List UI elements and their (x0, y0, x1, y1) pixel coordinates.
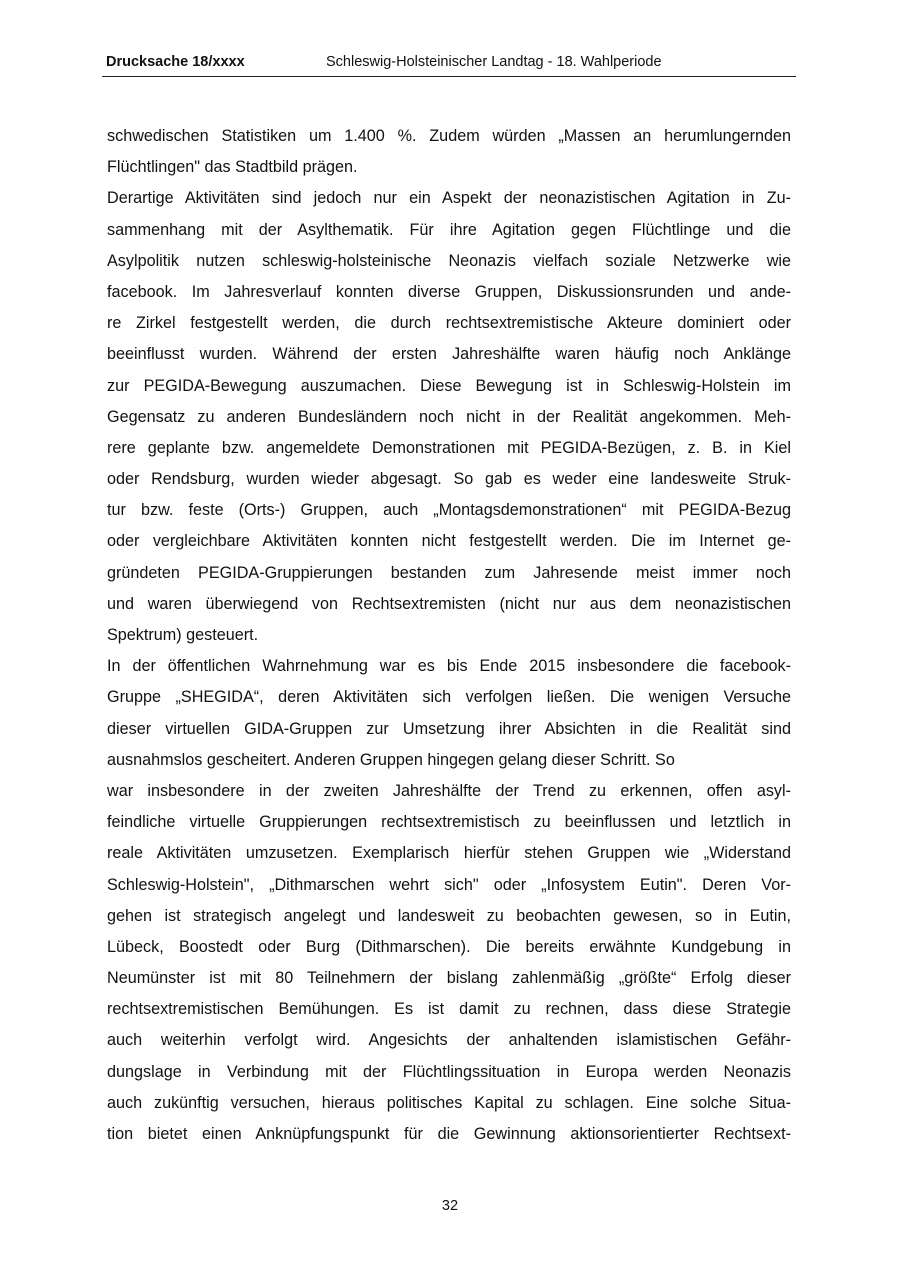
text-line: oder vergleichbare Aktivitäten konnten nicht festgestellt werden. Die im Internet ge- (107, 532, 791, 551)
text-line: ausnahmslos gescheitert. Anderen Gruppen hingegen gelang dieser Schritt. So (107, 750, 675, 769)
text-line: Derartige Aktivitäten sind jedoch nur ein Aspekt der neonazistischen Agitation in Zu- (107, 189, 791, 208)
text-line: gehen ist strategisch angelegt und landesweit zu beobachten gewesen, so in Eutin, (107, 906, 791, 925)
text-line: Gegensatz zu anderen Bundesländern noch nicht in der Realität angekommen. Meh- (107, 407, 791, 426)
text-line: auch weiterhin verfolgt wird. Angesichts der anhaltenden islamistischen Gefähr- (107, 1031, 791, 1050)
text-line: Gruppe „SHEGIDA“, deren Aktivitäten sich verfolgen ließen. Die wenigen Versuche (107, 688, 791, 707)
text-line: facebook. Im Jahresverlauf konnten diverse Gruppen, Diskussionsrunden und ande- (107, 282, 791, 301)
body-text (107, 121, 791, 1150)
text-line: Schleswig-Holstein", „Dithmarschen wehrt sich" oder „Infosystem Eutin". Deren Vor- (107, 875, 791, 894)
text-line: Spektrum) gesteuert. (107, 626, 259, 644)
text-line: dieser virtuellen GIDA-Gruppen zur Umsetzung ihrer Absichten in die Realität sind (107, 719, 791, 738)
text-line: reale Aktivitäten umzusetzen. Exemplarisch hierfür stehen Gruppen wie „Widerstand (107, 844, 791, 863)
text-line: Neumünster ist mit 80 Teilnehmern der bislang zahlenmäßig „größte“ Erfolg dieser (107, 969, 791, 988)
text-line: rere geplante bzw. angemeldete Demonstrationen mit PEGIDA-Bezügen, z. B. in Kiel (107, 438, 791, 457)
text-line: und waren überwiegend von Rechtsextremisten (nicht nur aus dem neonazistischen (107, 594, 791, 613)
text-line: In der öffentlichen Wahrnehmung war es bis Ende 2015 insbesondere die facebook- (107, 657, 791, 676)
text-line: gründeten PEGIDA-Gruppierungen bestanden zum Jahresende meist immer noch (107, 563, 791, 582)
parliament-title: Schleswig-Holsteinischer Landtag - 18. Wahlperiode (326, 54, 662, 70)
text-line: oder Rendsburg, wurden wieder abgesagt. So gab es weder eine landesweite Struk- (107, 470, 791, 489)
text-line: war insbesondere in der zweiten Jahreshälfte der Trend zu erkennen, offen asyl- (107, 781, 791, 800)
text-line: Lübeck, Boostedt oder Burg (Dithmarschen). Die bereits erwähnte Kundgebung in (107, 937, 791, 956)
page-number: 32 (441, 1198, 459, 1214)
text-line: beeinflusst wurden. Während der ersten Jahreshälfte waren häufig noch Anklänge (107, 345, 791, 364)
text-line: tur bzw. feste (Orts-) Gruppen, auch „Montagsdemonstrationen“ mit PEGIDA-Bezug (107, 501, 791, 520)
text-line: schwedischen Statistiken um 1.400 %. Zudem würden „Massen an herumlungernden (107, 127, 791, 145)
document-number: Drucksache 18/xxxx (106, 54, 245, 70)
text-line: dungslage in Verbindung mit der Flüchtlingssituation in Europa werden Neonazis (107, 1062, 791, 1081)
text-line: sammenhang mit der Asylthematik. Für ihre Agitation gegen Flüchtlinge und die (107, 220, 791, 239)
page-header (102, 48, 796, 77)
text-line: rechtsextremistischen Bemühungen. Es ist damit zu rechnen, dass diese Strategie (107, 1000, 791, 1019)
text-line: zur PEGIDA-Bewegung auszumachen. Diese Bewegung ist in Schleswig-Holstein im (107, 376, 791, 395)
text-line: tion bietet einen Anknüpfungspunkt für die Gewinnung aktionsorientierter Rechtsext- (107, 1125, 791, 1143)
text-line: Asylpolitik nutzen schleswig-holsteinische Neonazis vielfach soziale Netzwerke wie (107, 251, 791, 270)
text-line: feindliche virtuelle Gruppierungen rechtsextremistisch zu beeinflussen und letztlich in (107, 813, 791, 832)
text-line: auch zukünftig versuchen, hieraus politisches Kapital zu schlagen. Eine solche Situa- (107, 1093, 791, 1112)
text-line: Flüchtlingen" das Stadtbild prägen. (107, 158, 358, 177)
text-line: re Zirkel festgestellt werden, die durch rechtsextremistische Akteure dominiert oder (107, 314, 791, 333)
